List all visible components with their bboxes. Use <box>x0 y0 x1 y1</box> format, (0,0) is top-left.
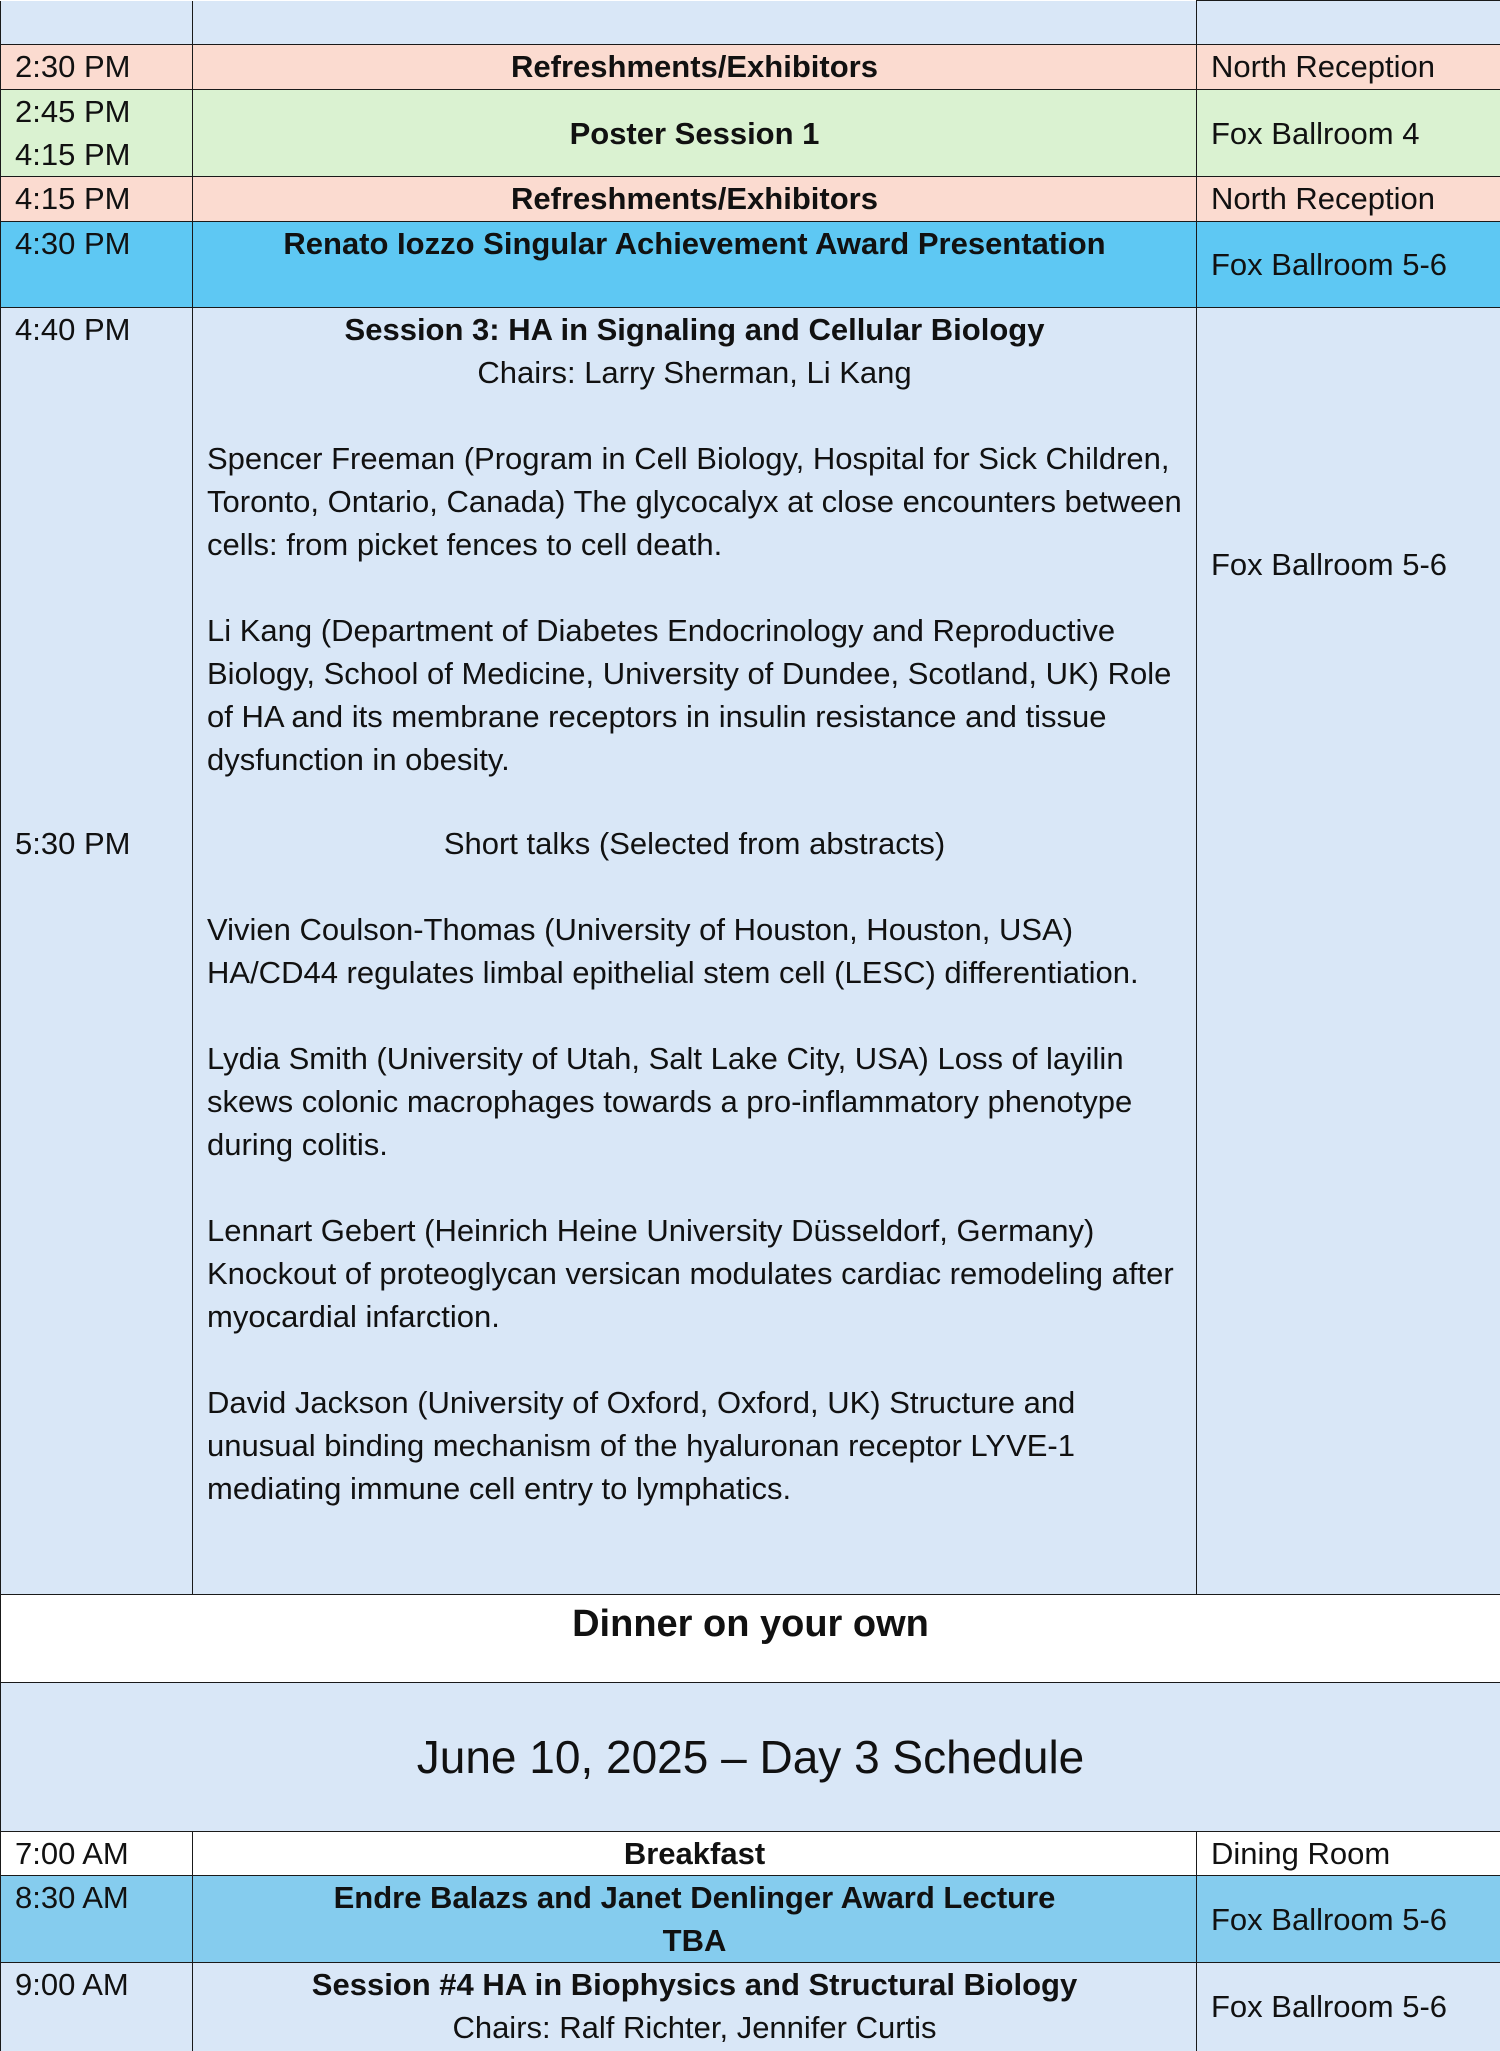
room-cell: Fox Ballroom 5-6 <box>1197 1963 1500 2051</box>
time-cell: 4:40 PM <box>1 308 193 822</box>
table-row <box>1 1832 1500 1876</box>
time-cell <box>1 1 193 45</box>
event-title: Renato Iozzo Singular Achievement Award Presentation <box>193 222 1197 308</box>
time-cell: 8:30 AM <box>1 1876 193 1963</box>
talk-item: Spencer Freeman (Program in Cell Biology, Hospital for Sick Children, Toronto, Ontario, Canada) The glycocalyx at close encounters between cells: from picket fences to cell death. <box>207 437 1182 566</box>
time-cell: 4:30 PM <box>1 222 193 308</box>
table-row <box>1 822 1500 1595</box>
table-row <box>1 1683 1500 1832</box>
dinner-banner: Dinner on your own <box>1 1595 1500 1683</box>
table-row <box>1 1876 1500 1963</box>
time-cell: 7:00 AM <box>1 1832 193 1876</box>
event-title: Breakfast <box>193 1832 1197 1876</box>
table-row <box>1 1 1500 45</box>
room-cell: Fox Ballroom 4 <box>1197 90 1500 177</box>
time-cell: 4:15 PM <box>1 177 193 222</box>
start-time: 2:45 PM <box>15 90 178 133</box>
time-cell: 2:30 PM <box>1 45 193 90</box>
talk-item: Vivien Coulson-Thomas (University of Houston, Houston, USA) HA/CD44 regulates limbal epithelial stem cell (LESC) differentiation. <box>207 908 1182 994</box>
room-cell <box>1197 1 1500 45</box>
time-cell: 5:30 PM <box>1 822 193 1595</box>
time-cell <box>1 90 193 177</box>
room-cell: Fox Ballroom 5-6 <box>1197 1876 1500 1963</box>
session-chairs: Chairs: Larry Sherman, Li Kang <box>207 351 1182 394</box>
session-cell <box>193 308 1197 822</box>
room-cell: Fox Ballroom 5-6 <box>1197 222 1500 308</box>
room-cell: Dining Room <box>1197 1832 1500 1876</box>
day-header: June 10, 2025 – Day 3 Schedule <box>1 1683 1500 1832</box>
session-title: Session 3: HA in Signaling and Cellular Biology <box>207 308 1182 351</box>
time-cell: 9:00 AM <box>1 1963 193 2051</box>
event-cell <box>193 1963 1197 2051</box>
end-time: 4:15 PM <box>15 133 178 176</box>
room-cell: North Reception <box>1197 177 1500 222</box>
event-title: Poster Session 1 <box>193 90 1197 177</box>
event-title: Refreshments/Exhibitors <box>193 45 1197 90</box>
table-row <box>1 177 1500 222</box>
session-cell <box>193 822 1197 1595</box>
event-subtitle: Chairs: Ralf Richter, Jennifer Curtis <box>207 2006 1182 2049</box>
table-row <box>1 222 1500 308</box>
talk-item: Lydia Smith (University of Utah, Salt Lake City, USA) Loss of layilin skews colonic macrophages towards a pro-inflammatory phenotype during colitis. <box>207 1037 1182 1166</box>
room-cell: Fox Ballroom 5-6 <box>1197 308 1500 822</box>
event-title: Session #4 HA in Biophysics and Structural Biology <box>207 1963 1182 2006</box>
short-talks-title: Short talks (Selected from abstracts) <box>207 822 1182 865</box>
event-title: Refreshments/Exhibitors <box>193 177 1197 222</box>
event-title: Endre Balazs and Janet Denlinger Award Lecture <box>207 1876 1182 1919</box>
room-cell: North Reception <box>1197 45 1500 90</box>
table-row <box>1 1963 1500 2051</box>
talk-item: David Jackson (University of Oxford, Oxford, UK) Structure and unusual binding mechanism of the hyaluronan receptor LYVE-1 mediating immune cell entry to lymphatics. <box>207 1381 1182 1510</box>
table-row <box>1 1595 1500 1683</box>
talk-item: Li Kang (Department of Diabetes Endocrinology and Reproductive Biology, School of Medicine, University of Dundee, Scotland, UK) Role of HA and its membrane receptors in insulin resistance and tissue dysfunction in obesity. <box>207 609 1182 781</box>
event-cell <box>193 1 1197 45</box>
room-cell <box>1197 822 1500 1595</box>
table-row <box>1 308 1500 822</box>
event-subtitle: TBA <box>207 1919 1182 1962</box>
talk-item: Lennart Gebert (Heinrich Heine University Düsseldorf, Germany) Knockout of proteoglycan versican modulates cardiac remodeling after myocardial infarction. <box>207 1209 1182 1338</box>
table-row <box>1 45 1500 90</box>
event-cell <box>193 1876 1197 1963</box>
table-row <box>1 90 1500 177</box>
